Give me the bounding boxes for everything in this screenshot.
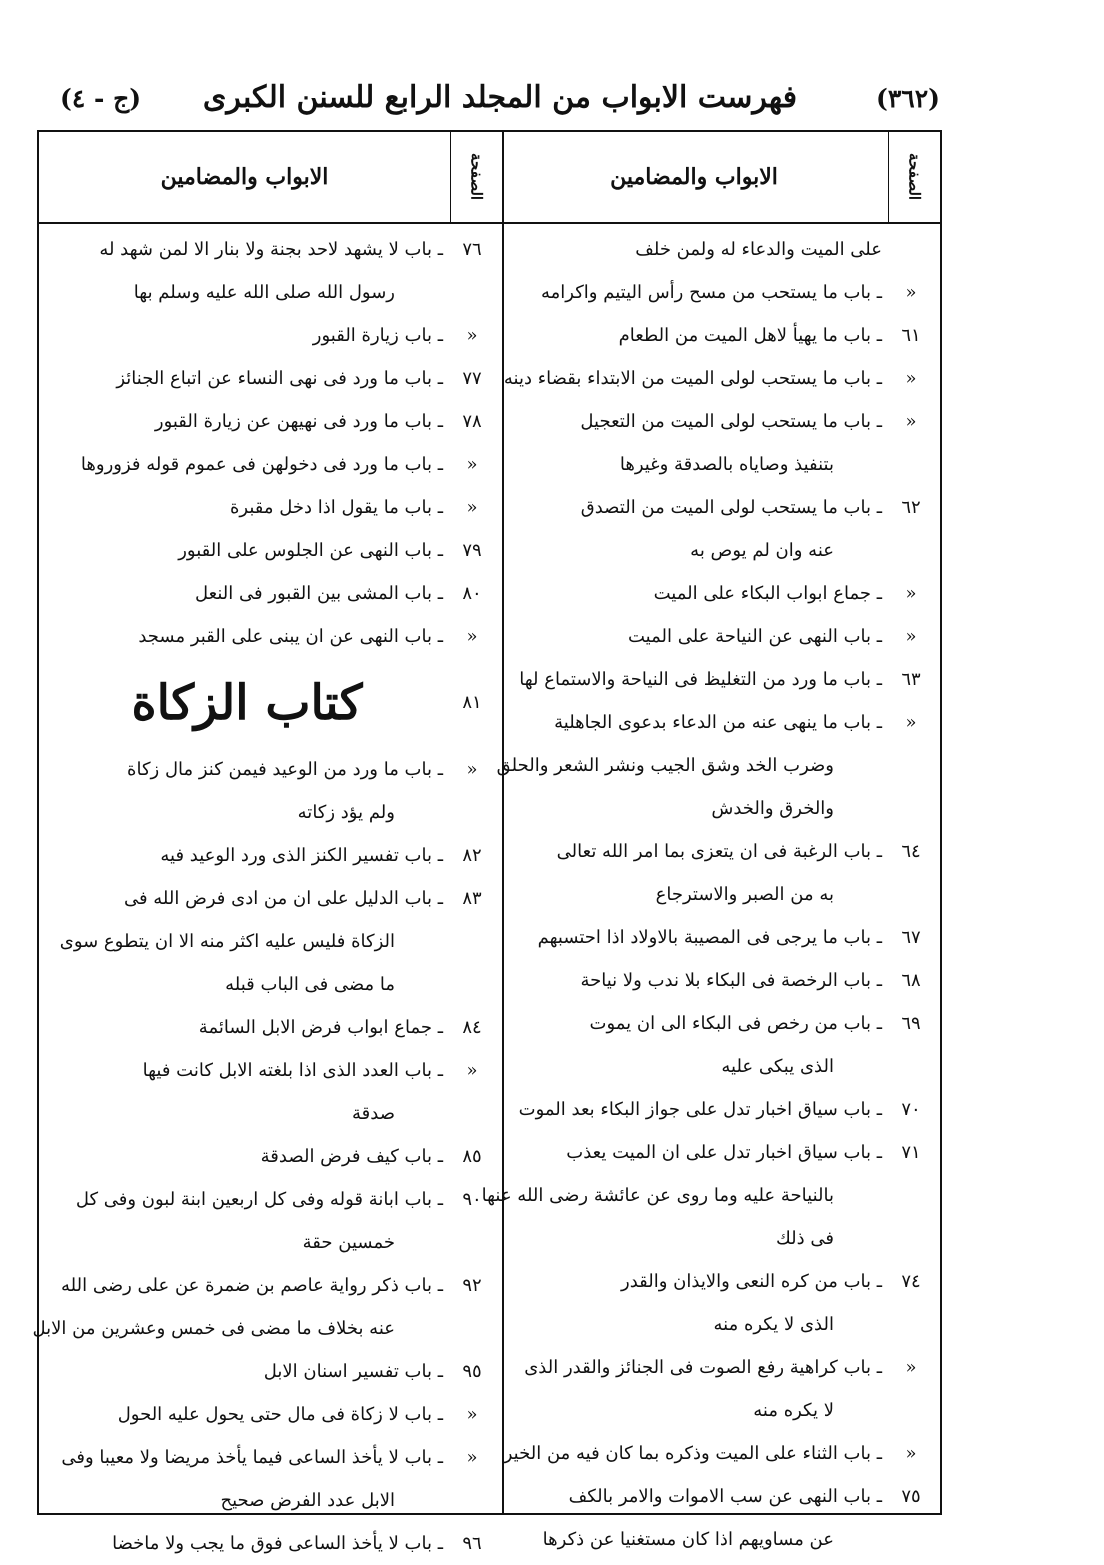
entry-line: ـ باب ما ورد فى دخولهن فى عموم قوله فزوروها: [80, 454, 443, 475]
entry-line: بالنياحة عليه وما روى عن عائشة رضى الله عنها: [481, 1185, 834, 1206]
entry-line: ـ باب كيف فرض الصدقة: [260, 1146, 443, 1167]
entry-text: [45, 615, 449, 658]
entry-line: ـ باب ما ورد فى نهى النساء عن اتباع الجنائز: [116, 368, 443, 389]
entry-page-number: «: [905, 368, 917, 389]
entry-line: فى ذلك: [776, 1228, 834, 1249]
index-entry: [499, 658, 934, 701]
entry-text: [45, 314, 449, 357]
index-entry: [45, 572, 495, 615]
index-entry: [45, 228, 495, 314]
entry-line: ـ باب تفسير الكنز الذى ورد الوعيد فيه: [160, 845, 443, 866]
entry-line: والخرق والخدش: [711, 798, 834, 819]
entry-text: [499, 1002, 888, 1088]
entry-line: ـ باب لا يأخذ الساعى فيما يأخذ مريضا ولا معيبا وفى: [61, 1447, 443, 1468]
entry-text: [499, 228, 888, 271]
index-entry: [499, 1475, 934, 1561]
index-entry: [499, 1432, 934, 1475]
index-entry: [45, 1178, 495, 1264]
entry-page-number: ٨٢: [462, 845, 482, 866]
index-entry: [499, 615, 934, 658]
entry-text: [499, 959, 888, 1002]
entry-page-number: «: [466, 626, 478, 647]
entry-line: الابل عدد الفرض صحيح: [220, 1490, 395, 1511]
entry-text: [45, 1178, 449, 1264]
index-entry: [499, 228, 934, 271]
entry-line: ـ جماع ابواب البكاء على الميت: [653, 583, 882, 604]
entry-page-number: «: [466, 1060, 478, 1081]
entry-line: عنه بخلاف ما مضى فى خمس وعشرين من الابل: [32, 1318, 395, 1339]
entry-line: ـ باب من رخص فى البكاء الى ان يموت: [589, 1013, 882, 1034]
index-entry: [45, 877, 495, 1006]
entry-page-number: «: [466, 759, 478, 780]
entry-page-number: ٦٤: [901, 841, 921, 862]
entry-text: [45, 877, 449, 1006]
entry-page-number: ٦٣: [901, 669, 921, 690]
entry-text: [499, 1260, 888, 1346]
index-entry: [45, 1393, 495, 1436]
index-entry: [499, 271, 934, 314]
entry-line: ـ باب ما يستحب لولى الميت من التعجيل: [580, 411, 882, 432]
index-entry: [499, 572, 934, 615]
entry-page-number: «: [905, 1357, 917, 1378]
entry-page-number: ٦٨: [901, 970, 921, 991]
entry-text: [482, 1131, 888, 1260]
entry-line: خمسين حقة: [302, 1232, 395, 1253]
left-column-header: [39, 132, 502, 222]
entry-line: على الميت والدعاء له ولمن خلف: [635, 239, 882, 260]
entry-page-number: «: [466, 325, 478, 346]
entry-line: ـ باب من كره النعى والايذان والقدر: [621, 1271, 882, 1292]
page-number: (٣٦٢): [876, 84, 940, 113]
entry-line: ـ باب ابانة قوله وفى كل اربعين ابنة لبون وفى كل: [75, 1189, 443, 1210]
index-entry: [499, 1346, 934, 1432]
index-entry: [45, 443, 495, 486]
entry-line: ـ باب ما يقول اذا دخل مقبرة: [230, 497, 443, 518]
entry-line: ـ باب ما يهيأ لاهل الميت من الطعام: [618, 325, 882, 346]
entry-page-number: ٧٥: [901, 1486, 921, 1507]
entry-line: ـ باب النهى عن ان يبنى على القبر مسجد: [138, 626, 443, 647]
entry-page-number: ٦٩: [901, 1013, 921, 1034]
index-entry: [496, 701, 934, 830]
entry-line: الذى لا يكره منه: [713, 1314, 834, 1335]
entry-line: ـ باب النهى عن النياحة على الميت: [627, 626, 882, 647]
entry-line: ـ باب ما ورد فى نهيهن عن زيارة القبور: [154, 411, 443, 432]
entry-page-number: ٨٣: [462, 888, 482, 909]
entry-text: [499, 1088, 888, 1131]
entry-text: [499, 830, 888, 916]
right-column-header: [500, 132, 940, 222]
entry-line: ـ باب لا زكاة فى مال حتى يحول عليه الحول: [117, 1404, 443, 1425]
entry-line: ـ باب ما يستحب لولى الميت من التصدق: [580, 497, 882, 518]
entry-text: [499, 658, 888, 701]
index-entry: [499, 1260, 934, 1346]
entry-page-number: ٧٠: [901, 1099, 921, 1120]
entry-page-number: «: [466, 1404, 478, 1425]
entry-line: عنه وان لم يوص به: [690, 540, 834, 561]
entry-line: ـ جماع ابواب فرض الابل السائمة: [198, 1017, 443, 1038]
entry-text: [499, 357, 888, 400]
index-table: [32, 130, 942, 1554]
chapters-column-label: الابواب والمضامين: [610, 164, 778, 190]
entry-text: [45, 1350, 449, 1393]
entry-page-number: ٧٤: [901, 1271, 921, 1292]
entry-page-number: ٧٨: [462, 411, 482, 432]
entry-text: [45, 1522, 449, 1565]
entry-page-number: «: [905, 626, 917, 647]
entry-line: ـ باب ذكر رواية عاصم بن ضمرة عن على رضى الله: [61, 1275, 443, 1296]
page-column-label: الصفحة: [450, 132, 502, 222]
entry-line: ـ باب ما يستحب من مسح رأس اليتيم واكرامه: [541, 282, 882, 303]
entry-text: [45, 486, 449, 529]
entry-line: ـ باب كراهية رفع الصوت فى الجنائز والقدر الذى: [524, 1357, 882, 1378]
entry-page-number: ٨٥: [462, 1146, 482, 1167]
index-entry: [45, 1350, 495, 1393]
entry-line: ـ باب ما يرجى فى المصيبة بالاولاد اذا احتسبهم: [537, 927, 882, 948]
entry-page-number: «: [905, 282, 917, 303]
entry-line: ـ باب العدد الذى اذا بلغته الابل كانت فيها: [142, 1060, 443, 1081]
entry-line: الزكاة فليس عليه اكثر منه الا ان يتطوع سوى: [59, 931, 395, 952]
entry-line: بتنفيذ وصاياه بالصدقة وغيرها: [619, 454, 834, 475]
entry-page-number: ٨٠: [462, 583, 482, 604]
entry-line: ـ باب زيارة القبور: [312, 325, 443, 346]
entry-text: [45, 1049, 449, 1135]
entry-line: ـ باب ما ورد من الوعيد فيمن كنز مال زكاة: [127, 759, 443, 780]
index-entry: [45, 1436, 495, 1522]
index-entry: [45, 1049, 495, 1135]
index-entry: [499, 1002, 934, 1088]
entry-line: رسول الله صلى الله عليه وسلم بها: [133, 282, 395, 303]
book-heading: [45, 658, 495, 748]
entry-text: [499, 314, 888, 357]
entry-page-number: «: [905, 583, 917, 604]
entry-line: ـ باب النهى عن الجلوس على القبور: [178, 540, 443, 561]
entry-line: ـ باب ما يستحب لولى الميت من الابتداء بقضاء دينه: [503, 368, 882, 389]
index-entry: [499, 400, 934, 486]
entry-text: [45, 357, 449, 400]
entry-text: [499, 615, 888, 658]
left-entries-top: [45, 228, 495, 658]
entry-line: الذى يبكى عليه: [721, 1056, 834, 1077]
entry-line: ـ باب لا يأخذ الساعى فوق ما يجب ولا ماخضا: [112, 1533, 443, 1554]
index-entry: [481, 1131, 934, 1260]
entry-line: ـ باب ما ورد من التغليظ فى النياحة والاستماع لها: [519, 669, 882, 690]
entry-page-number: ٨٤: [462, 1017, 482, 1038]
index-entry: [499, 959, 934, 1002]
entry-page-number: ٧٧: [462, 368, 482, 389]
entry-page-number: «: [466, 1447, 478, 1468]
entry-line: وضرب الخد وشق الجيب ونشر الشعر والحلق: [496, 755, 834, 776]
index-entry: [45, 357, 495, 400]
entry-page-number: «: [466, 497, 478, 518]
page-column-label: الصفحة: [888, 132, 940, 222]
entry-text: [499, 271, 888, 314]
entry-page-number: «: [905, 1443, 917, 1464]
entry-page-number: «: [905, 712, 917, 733]
index-entry: [45, 834, 495, 877]
page-title: فهرست الابواب من المجلد الرابع للسنن الكبرى: [202, 80, 798, 115]
entry-line: ـ باب لا يشهد لاحد بجنة ولا بنار الا لمن شهد له: [99, 239, 443, 260]
index-entry: [499, 357, 934, 400]
entry-line: ـ باب المشى بين القبور فى النعل: [195, 583, 443, 604]
book-heading-title: كتاب الزكاة: [131, 675, 363, 731]
entry-text: [45, 443, 449, 486]
entry-text: [45, 529, 449, 572]
left-column-entries: [32, 228, 495, 1565]
entry-page-number: ٩٠: [462, 1189, 482, 1210]
book-heading-page: ٨١: [462, 692, 482, 713]
index-entry: [499, 486, 934, 572]
entry-text: [45, 572, 449, 615]
index-entry: [45, 1006, 495, 1049]
entry-line: ـ باب سياق اخبار تدل على ان الميت يعذب: [566, 1142, 882, 1163]
entry-line: لا يكره منه: [753, 1400, 834, 1421]
index-entry: [32, 1264, 495, 1350]
index-entry: [45, 615, 495, 658]
index-entry: [45, 400, 495, 443]
entry-text: [499, 916, 888, 959]
entry-page-number: ٦٧: [901, 927, 921, 948]
index-entry: [45, 529, 495, 572]
entry-line: ـ باب ما ينهى عنه من الدعاء بدعوى الجاهلية: [554, 712, 882, 733]
entry-page-number: ٧٦: [462, 239, 482, 260]
entry-page-number: ٧١: [901, 1142, 921, 1163]
entry-line: ـ باب الدليل على ان من ادى فرض الله فى: [123, 888, 443, 909]
entry-page-number: ٧٩: [462, 540, 482, 561]
entry-page-number: ٦٢: [901, 497, 921, 518]
entry-text: [45, 834, 449, 877]
entry-line: ما مضى فى الباب قبله: [225, 974, 395, 995]
entry-page-number: ٩٦: [462, 1533, 482, 1554]
entry-text: [45, 1393, 449, 1436]
page-header: [60, 78, 940, 128]
entry-text: [45, 748, 449, 834]
entry-line: ـ باب الرغبة فى ان يتعزى بما امر الله تعالى: [556, 841, 882, 862]
entry-text: [45, 228, 449, 314]
entry-text: [499, 400, 888, 486]
entry-page-number: ٦١: [901, 325, 921, 346]
entry-text: [45, 1006, 449, 1049]
entry-line: ـ باب الرخصة فى البكاء بلا ندب ولا نياحة: [580, 970, 882, 991]
index-entry: [499, 1088, 934, 1131]
entry-line: عن مساويهم اذا كان مستغنيا عن ذكرها: [542, 1529, 834, 1550]
entry-page-number: ٩٥: [462, 1361, 482, 1382]
entry-line: ولم يؤد زكاته: [297, 802, 395, 823]
entry-line: صدقة: [352, 1103, 395, 1124]
entry-page-number: «: [905, 411, 917, 432]
entry-line: ـ باب تفسير اسنان الابل: [263, 1361, 443, 1382]
entry-text: [45, 1135, 449, 1178]
entry-page-number: «: [466, 454, 478, 475]
entry-page-number: ٩٢: [462, 1275, 482, 1296]
entry-text: [499, 1346, 888, 1432]
entry-text: [499, 1475, 888, 1561]
header-rule: [39, 222, 940, 224]
index-entry: [45, 314, 495, 357]
entry-text: [499, 572, 888, 615]
index-entry: [45, 486, 495, 529]
left-entries-bottom: [32, 748, 495, 1565]
entry-line: ـ باب الثناء على الميت وذكره بما كان فيه من الخير: [503, 1443, 882, 1464]
volume-label: (ج - ٤): [60, 84, 142, 113]
entry-line: ـ باب سياق اخبار تدل على جواز البكاء بعد الموت: [518, 1099, 882, 1120]
entry-text: [45, 400, 449, 443]
index-entry: [45, 1522, 495, 1565]
index-entry: [45, 748, 495, 834]
index-entry: [499, 916, 934, 959]
entry-text: [499, 1432, 888, 1475]
entry-text: [499, 486, 888, 572]
entry-text: [45, 1436, 449, 1522]
entry-line: به من الصبر والاسترجاع: [655, 884, 834, 905]
index-entry: [45, 1135, 495, 1178]
chapters-column-label: الابواب والمضامين: [160, 164, 329, 190]
index-entry: [499, 830, 934, 916]
index-entry: [499, 314, 934, 357]
entry-text: [33, 1264, 449, 1350]
entry-line: ـ باب النهى عن سب الاموات والامر بالكف: [568, 1486, 882, 1507]
right-column-entries: [481, 228, 934, 1561]
entry-text: [497, 701, 888, 830]
